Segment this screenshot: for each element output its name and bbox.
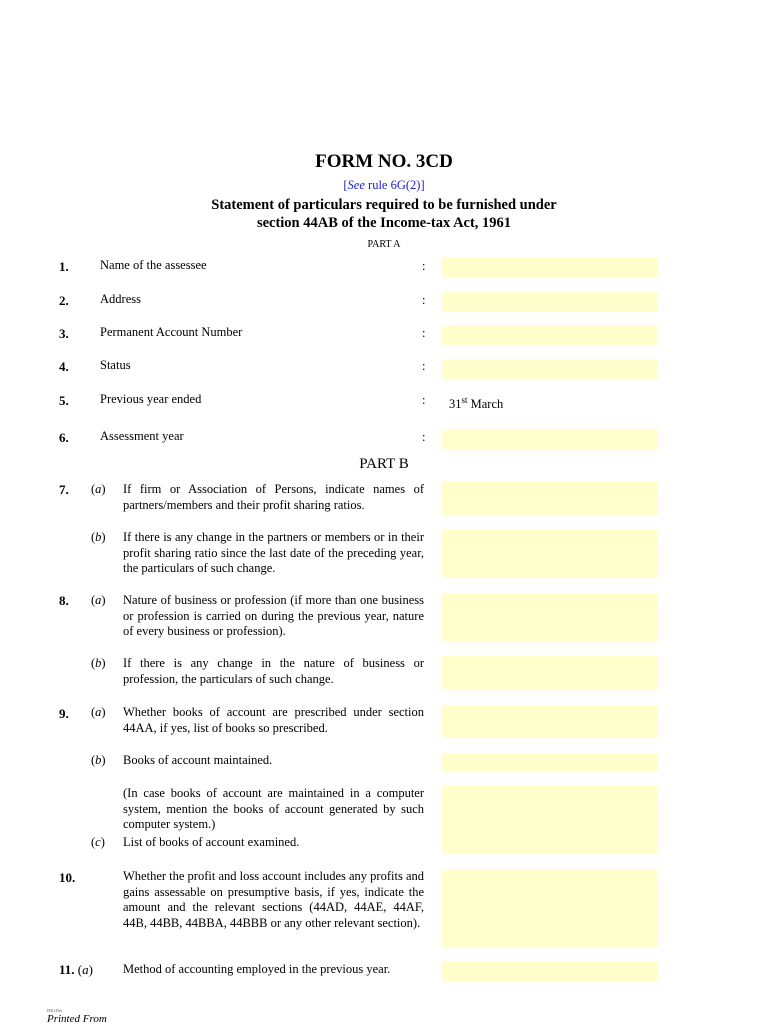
item-3-colon: : bbox=[422, 326, 426, 340]
pan-field[interactable] bbox=[442, 325, 657, 345]
item-11a-field[interactable] bbox=[442, 961, 657, 981]
subtitle-line-1: Statement of particulars required to be furnished under bbox=[211, 197, 557, 213]
item-9b-note: (In case books of account are maintained in a computer system, mention the books of account generated by such computer system.) bbox=[123, 786, 424, 831]
item-10-field[interactable] bbox=[442, 869, 657, 948]
rule-see-word: See bbox=[347, 178, 365, 192]
item-1-label: Name of the assessee bbox=[100, 258, 207, 272]
item-7a-letter-text: a bbox=[95, 482, 102, 496]
item-9-number: 9. bbox=[59, 706, 69, 721]
item-7b-letter-text: b bbox=[95, 530, 102, 544]
item-9b-note-field[interactable] bbox=[442, 786, 657, 854]
item-10-number: 10. bbox=[59, 870, 76, 885]
item-9b-letter-text: b bbox=[95, 753, 102, 767]
item-4-colon: : bbox=[422, 359, 426, 373]
item-8b-text: If there is any change in the nature of business or profession, the particulars of such change. bbox=[123, 656, 424, 686]
previous-year-day: 31 bbox=[449, 397, 462, 412]
assessment-year-field[interactable] bbox=[442, 429, 657, 449]
item-2-number: 2. bbox=[59, 293, 69, 308]
rule-number: rule 6G(2)] bbox=[364, 178, 425, 192]
item-3-label: Permanent Account Number bbox=[100, 325, 243, 339]
address-field[interactable] bbox=[442, 292, 657, 312]
item-9c-letter-text: c bbox=[95, 835, 101, 849]
assessee-name-field[interactable] bbox=[442, 257, 657, 277]
part-b-heading: PART B bbox=[359, 456, 409, 472]
item-8b-letter-text: b bbox=[95, 656, 102, 670]
previous-year-ordinal: st bbox=[461, 395, 468, 405]
item-8-number: 8. bbox=[59, 593, 69, 608]
item-8a-text: Nature of business or profession (if more than one business or profession is carried on during the previous year, nature of every business or profession). bbox=[123, 593, 424, 638]
form-title: FORM NO. 3CD bbox=[315, 151, 453, 172]
subtitle-line-2: section 44AB of the Income-tax Act, 1961 bbox=[256, 215, 512, 231]
item-9b-field[interactable] bbox=[442, 753, 657, 772]
item-9a-letter-text: a bbox=[95, 705, 102, 719]
form-subtitle bbox=[0, 196, 768, 232]
item-8a-field[interactable] bbox=[442, 593, 657, 641]
item-7a-field[interactable] bbox=[442, 481, 657, 515]
item-11a-letter-text: a bbox=[82, 962, 89, 977]
item-7a-letter: (a) bbox=[91, 482, 106, 496]
item-2-label: Address bbox=[100, 292, 141, 306]
rule-reference bbox=[0, 178, 768, 193]
footer-tiny-text: IMG/Dev bbox=[47, 1008, 63, 1013]
item-9c-text: List of books of account examined. bbox=[123, 835, 300, 849]
item-5-number: 5. bbox=[59, 393, 69, 408]
item-7b-text: If there is any change in the partners or members or in their profit sharing ratio since the last date of the preceding year, the particulars of such change. bbox=[123, 530, 424, 575]
item-8b-letter: (b) bbox=[91, 656, 106, 670]
item-7b-field[interactable] bbox=[442, 530, 657, 578]
item-4-number: 4. bbox=[59, 359, 69, 374]
item-2-colon: : bbox=[422, 293, 426, 307]
item-9c-letter: (c) bbox=[91, 835, 105, 849]
item-7-number: 7. bbox=[59, 482, 69, 497]
item-1-colon: : bbox=[422, 259, 426, 273]
item-7a-text: If firm or Association of Persons, indicate names of partners/members and their profit sharing ratios. bbox=[123, 482, 424, 512]
item-9a-letter: (a) bbox=[91, 705, 106, 719]
item-8a-letter-text: a bbox=[95, 593, 102, 607]
item-3-number: 3. bbox=[59, 326, 69, 341]
item-8a-letter: (a) bbox=[91, 593, 106, 607]
item-8b-field[interactable] bbox=[442, 656, 657, 689]
item-6-label: Assessment year bbox=[100, 429, 184, 443]
item-11-number: 11. (a) bbox=[59, 962, 93, 977]
item-11-number-text: 11. bbox=[59, 962, 75, 977]
previous-year-value bbox=[449, 395, 503, 412]
item-5-colon: : bbox=[422, 393, 426, 407]
printed-from-label: Printed From bbox=[47, 1013, 107, 1025]
item-9b-letter: (b) bbox=[91, 753, 106, 767]
part-a-heading: PART A bbox=[367, 239, 401, 250]
rule-bracket: [ bbox=[343, 178, 348, 192]
item-9a-text: Whether books of account are prescribed under section 44AA, if yes, list of books so prescribed. bbox=[123, 705, 424, 735]
previous-year-month: March bbox=[467, 397, 504, 412]
item-10-text: Whether the profit and loss account includes any profits and gains assessable on presumptive basis, if yes, indicate the amount and the relevant sections (44AD, 44AE, 44AF, 44B, 44BB, 44BBA, 44BBB or any other relevant section). bbox=[123, 869, 424, 930]
item-6-number: 6. bbox=[59, 430, 69, 445]
item-9b-text: Books of account maintained. bbox=[123, 753, 273, 767]
item-6-colon: : bbox=[422, 430, 426, 444]
item-4-label: Status bbox=[100, 358, 131, 372]
item-9a-field[interactable] bbox=[442, 705, 657, 738]
status-field[interactable] bbox=[442, 359, 657, 379]
item-5-label: Previous year ended bbox=[100, 392, 202, 406]
item-7b-letter: (b) bbox=[91, 530, 106, 544]
item-1-number: 1. bbox=[59, 259, 69, 274]
item-11a-text: Method of accounting employed in the previous year. bbox=[123, 962, 391, 976]
